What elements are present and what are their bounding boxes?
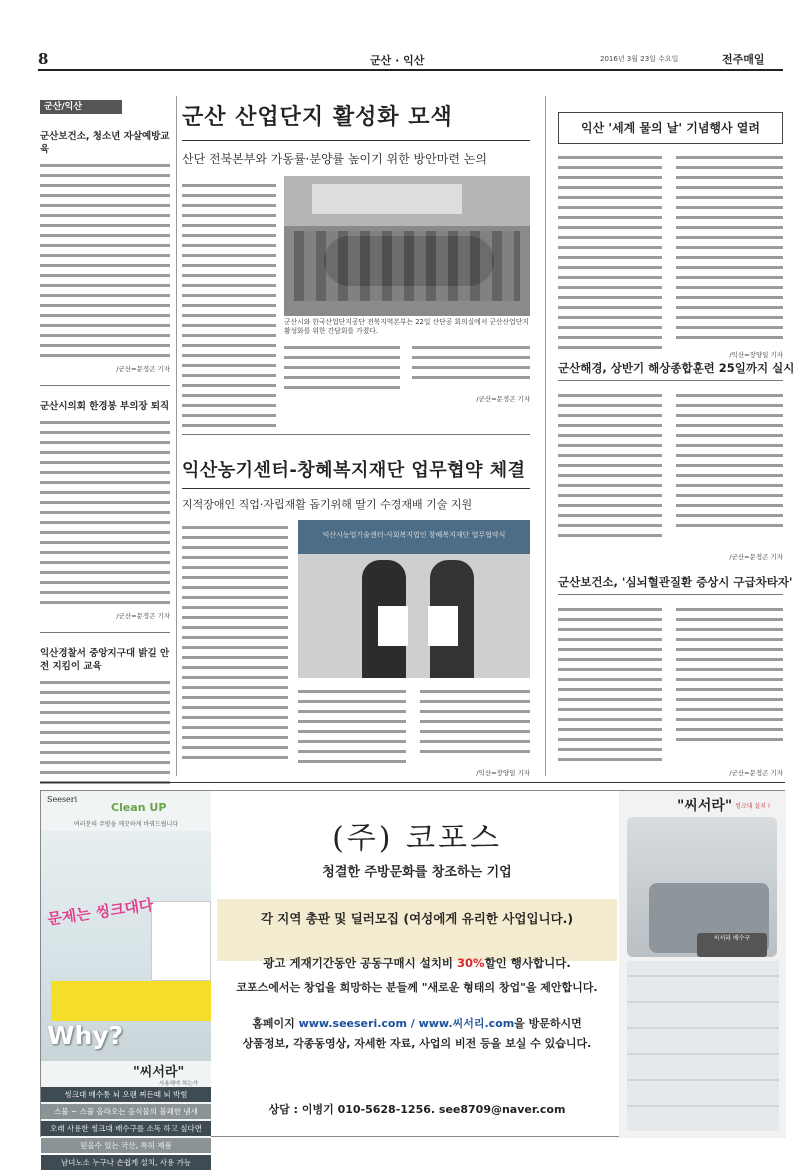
ad-dealer-recruit: 각 지역 총판 및 딜러모집 (여성에게 유리한 사업입니다.)	[260, 911, 574, 926]
divider	[40, 385, 170, 386]
left-story2-body	[40, 421, 170, 604]
ad-why-text: Why?	[47, 1021, 124, 1050]
list-item: 믿을수 있는 국산, 특허 제품	[41, 1138, 211, 1153]
issue-date: 2016년 3월 23일 수요일	[600, 55, 679, 63]
left-story2-title[interactable]: 군산시의회 한경봉 부의장 퇴직	[40, 401, 170, 412]
second-story-body	[182, 526, 288, 766]
ad-info-line: 상품정보, 각종동영상, 자세한 자료, 사업의 비전 등을 보실 수 있습니다.	[242, 1037, 592, 1050]
ad-right-panel	[619, 791, 786, 1138]
left-story2-byline: /군산=문정곤 기자	[116, 612, 170, 620]
product-photos	[627, 961, 779, 1131]
ad-slogan: 청결한 주방문화를 창조하는 기업	[322, 865, 512, 880]
page-header	[0, 0, 805, 70]
second-subheadline: 지적장애인 직업·자립재활 돕기위해 딸기 수경재배 기술 지원	[182, 498, 473, 511]
second-story-body-2	[298, 690, 406, 770]
newspaper-name: 전주매일	[722, 53, 765, 66]
main-headline[interactable]: 군산 산업단지 활성화 모색	[182, 105, 453, 130]
right-story3-body	[558, 608, 662, 768]
page-number: 8	[38, 50, 49, 68]
ad-cleanup: Clean UP	[111, 801, 167, 814]
ad-top-rule	[40, 782, 785, 783]
right-story1-byline: /익산=장양일 기자	[729, 351, 783, 359]
column-divider	[176, 96, 177, 776]
right-story2-byline: /군산=문정곤 기자	[729, 553, 783, 561]
ad-contact[interactable]: 상담 : 이병기 010-5628-1256. see8709@naver.com	[268, 1103, 566, 1116]
divider	[182, 434, 530, 435]
ad-discount-text-b: 할인 행사합니다.	[484, 956, 571, 970]
list-item: 씽크대 배수통 뇌 오랜 찌든때 뇌 박힘	[41, 1087, 211, 1102]
ad-right-brand-sub: 씽크대 설치 !	[735, 803, 771, 810]
ad-homepage-text-a: 홈페이지	[252, 1017, 299, 1030]
right-story2-body-2	[676, 394, 783, 534]
list-item: 오래 사용한 씽크대 배수구를 소독 하고 싶다면	[41, 1121, 211, 1136]
list-item: 남녀노소 누구나 손쉽게 설치, 사용 가능	[41, 1155, 211, 1170]
ad-quote-sub: 사용해야 하는가	[159, 1081, 198, 1087]
meeting-photo	[284, 176, 530, 316]
main-story-body-3	[412, 346, 530, 386]
ad-company-name: (주) 코포스	[332, 821, 502, 856]
ad-homepage-link[interactable]: www.seeseri.com / www.씨서리.com	[298, 1017, 515, 1030]
divider	[558, 594, 783, 595]
divider	[558, 380, 783, 381]
ad-problem-text: 문제는 씽크대다	[46, 895, 155, 929]
right-story2-title[interactable]: 군산해경, 상반기 해상종합훈련 25일까지 실시	[558, 361, 795, 375]
second-story-byline: /익산=장양일 기자	[476, 769, 530, 777]
ad-left-panel	[41, 791, 211, 1167]
column-divider	[545, 96, 546, 776]
divider	[40, 632, 170, 633]
ad-homepage-line	[217, 1015, 617, 1031]
main-subheadline: 산단 전북본부와 가동률·분양률 높이기 위한 방안마련 논의	[182, 152, 487, 166]
subhead-rule	[182, 140, 530, 141]
second-story-body-3	[420, 690, 530, 760]
left-story1-title[interactable]: 군산보건소, 청소년 자살예방교육	[40, 131, 170, 155]
main-story-byline: /군산=문정곤 기자	[476, 395, 530, 403]
left-story3-title[interactable]: 익산경찰서 중앙지구대 밝길 안전 지킴이 교육	[40, 648, 170, 672]
agreement-photo	[298, 520, 530, 678]
ad-tagline: 여러분의 주방을 깨끗하게 바꿔드립니다	[73, 821, 179, 828]
left-story1-body	[40, 164, 170, 357]
meeting-photo-caption: 군산시와 한국산업단지공단 전북지역본부는 22일 산단공 회의실에서 군산산업단지 활성화를 위한 간담회를 가졌다.	[284, 318, 529, 335]
right-story1-body-2	[676, 156, 783, 346]
right-story3-title[interactable]: 군산보건소, '심뇌혈관질환 증상시 구급차타자'	[558, 575, 793, 589]
right-story1-body	[558, 156, 662, 356]
section-logo: 군산/익산	[40, 100, 122, 114]
right-story2-body	[558, 394, 662, 544]
ad-startup-line: 코포스에서는 창업을 희망하는 분들께 "새로운 형태의 창업"을 제안합니다.	[236, 981, 598, 994]
right-story1-title[interactable]: 익산 '세계 물의 날' 기념행사 열려	[558, 112, 783, 144]
right-story3-body-2	[676, 608, 783, 748]
header-rule	[38, 69, 783, 71]
left-column	[40, 130, 170, 840]
ad-right-brand: "씨서라"	[677, 798, 733, 814]
right-story3-byline: /군산=문정곤 기자	[729, 769, 783, 777]
ad-homepage-text-b: 을 방문하시면	[514, 1017, 582, 1030]
ad-discount-line	[217, 955, 617, 971]
ad-product-tag: 씨서라 배수구	[697, 933, 767, 957]
ad-feature-list	[41, 1087, 211, 1172]
main-story-body	[182, 184, 276, 434]
ad-center-panel	[217, 791, 617, 1138]
ad-brand: Seeseri	[47, 795, 78, 804]
photo-banner: 익산시농업기술센터-사회복지법인 창혜복지재단 업무협약식	[298, 520, 530, 554]
ad-quote: "씨서라"	[133, 1065, 185, 1080]
main-story-body-2	[284, 346, 400, 396]
left-story1-byline: /군산=문정곤 기자	[116, 365, 170, 373]
second-headline[interactable]: 익산농기센터-창혜복지재단 업무협약 체결	[182, 460, 526, 481]
list-item: 스뮬 ~ 스뮬 올라오는 음식물의 불쾌한 냄새	[41, 1104, 211, 1119]
ad-discount-percent: 30%	[457, 956, 485, 970]
ad-discount-text-a: 광고 게재기간동안 공동구매시 설치비	[263, 956, 458, 970]
advertisement[interactable]	[40, 790, 785, 1167]
subhead-rule	[182, 488, 530, 489]
section-label: 군산 · 익산	[370, 54, 425, 67]
